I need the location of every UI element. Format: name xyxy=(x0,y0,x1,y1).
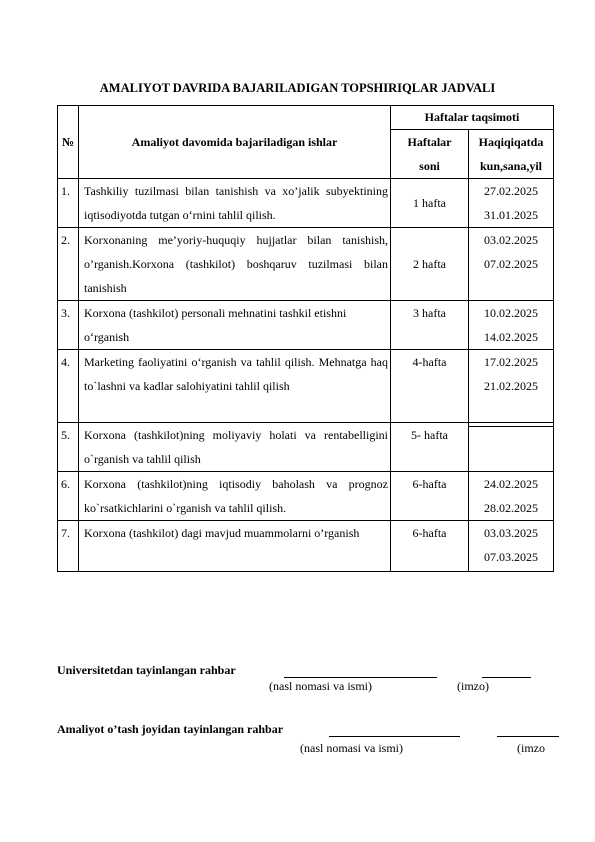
header-weeks-line2: soni xyxy=(419,159,440,173)
row-num: 5. xyxy=(58,423,79,472)
row-date-end: 07.02.2025 xyxy=(484,257,538,271)
practice-supervisor-label: Amaliyot o’tash joyidan tayinlangan rahbar xyxy=(57,722,284,736)
row-date-end: 14.02.2025 xyxy=(484,330,538,344)
row-date-end: 31.01.2025 xyxy=(484,208,538,222)
row-dates-empty xyxy=(469,423,554,472)
row-task: Tashkiliy tuzilmasi bilan tanishish va xo’jalik subyektining iqtisodiyotda tutgan o‘rnini tahlil qilish. xyxy=(79,179,391,228)
table-row xyxy=(58,350,554,423)
table-row xyxy=(58,472,554,521)
row-weeks: 2 hafta xyxy=(391,228,469,301)
row-num: 6. xyxy=(58,472,79,521)
row-date-end: 28.02.2025 xyxy=(484,501,538,515)
row-dates xyxy=(469,350,554,423)
row-num: 1. xyxy=(58,179,79,228)
row-task: Korxona (tashkilot) dagi mavjud muammolarni o’rganish xyxy=(79,521,391,572)
table-row xyxy=(58,423,554,472)
empty-date-box xyxy=(468,426,554,472)
page-title: AMALIYOT DAVRIDA BAJARILADIGAN TOPSHIRIQLAR JADVALI xyxy=(99,81,496,95)
header-actual-date xyxy=(469,130,554,179)
table-row xyxy=(58,521,554,572)
row-weeks: 6-hafta xyxy=(391,472,469,521)
row-dates xyxy=(469,521,554,572)
university-name-caption: (nasl nomasi va ismi) xyxy=(269,679,372,693)
row-num: 4. xyxy=(58,350,79,423)
header-actual-line2: kun,sana,yil xyxy=(479,159,543,173)
row-date-end: 07.03.2025 xyxy=(484,550,538,564)
practice-sign-line xyxy=(497,736,559,737)
row-weeks: 6-hafta xyxy=(391,521,469,572)
row-num: 2. xyxy=(58,228,79,301)
row-dates xyxy=(469,228,554,301)
row-task: Korxonaning me’yoriy-huquqiy hujjatlar bilan tanishish, o’rganish.Korxona (tashkilot) boshqaruv tuzilmasi bilan tanishish xyxy=(79,228,391,301)
header-task: Amaliyot davomida bajariladigan ishlar xyxy=(79,106,391,179)
row-date-end: 21.02.2025 xyxy=(484,379,538,393)
row-task: Korxona (tashkilot)ning iqtisodiy baholash va prognoz ko`rsatkichlarini o`rganish va tahlil qilish. xyxy=(79,472,391,521)
header-actual-line1: Haqiqiqatda xyxy=(478,135,544,149)
header-num: № xyxy=(58,106,79,179)
row-weeks: 1 hafta xyxy=(391,179,469,228)
row-date-start: 10.02.2025 xyxy=(484,306,538,320)
header-weeks-count xyxy=(391,130,469,179)
row-task: Korxona (tashkilot)ning moliyaviy holati va rentabelligini o`rganish va tahlil qilish xyxy=(79,423,391,472)
row-num: 3. xyxy=(58,301,79,350)
practice-name-line xyxy=(329,736,460,737)
row-dates xyxy=(469,472,554,521)
header-weeks-line1: Haftalar xyxy=(407,135,452,149)
row-dates xyxy=(469,301,554,350)
row-weeks: 3 hafta xyxy=(391,301,469,350)
tasks-table xyxy=(57,105,554,572)
row-date-start: 24.02.2025 xyxy=(484,477,538,491)
table-row xyxy=(58,301,554,350)
university-supervisor-label: Universitetdan tayinlangan rahbar xyxy=(57,663,236,677)
row-num: 7. xyxy=(58,521,79,572)
row-date-start: 17.02.2025 xyxy=(484,355,538,369)
practice-name-caption: (nasl nomasi va ismi) xyxy=(300,741,403,755)
header-week-distribution: Haftalar taqsimoti xyxy=(391,106,554,130)
row-dates xyxy=(469,179,554,228)
row-weeks: 4-hafta xyxy=(391,350,469,423)
row-date-start: 03.03.2025 xyxy=(484,526,538,540)
table-row xyxy=(58,228,554,301)
row-date-start: 27.02.2025 xyxy=(484,184,538,198)
row-task: Korxona (tashkilot) personali mehnatini tashkil etishni o‘rganish xyxy=(79,301,391,350)
university-sign-caption: (imzo) xyxy=(457,679,489,693)
row-task: Marketing faoliyatini o‘rganish va tahlil qilish. Mehnatga haq to`lashni va kadlar salohiyatini tahlil qilish xyxy=(79,350,391,423)
table-row xyxy=(58,179,554,228)
university-sign-line xyxy=(482,677,531,678)
university-name-line xyxy=(284,677,437,678)
row-weeks: 5- hafta xyxy=(391,423,469,472)
practice-sign-caption: (imzo xyxy=(517,741,545,755)
row-date-start: 03.02.2025 xyxy=(484,233,538,247)
